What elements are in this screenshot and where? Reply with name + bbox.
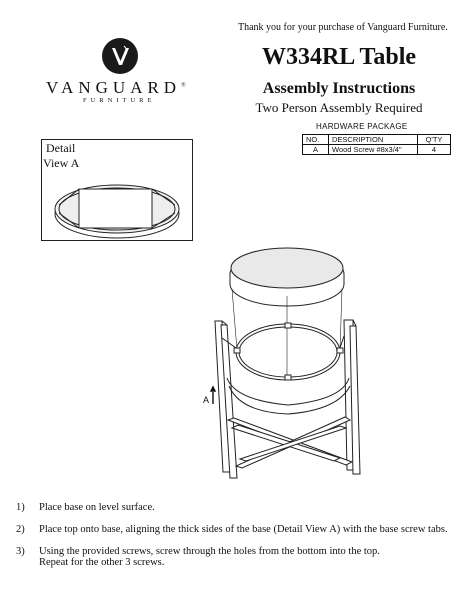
step-number: 3) <box>16 546 25 557</box>
step-2 <box>16 524 448 535</box>
detail-view-illustration <box>55 185 179 238</box>
page-title: W334RL Table <box>261 44 417 70</box>
detail-label-line2: View A <box>43 156 80 170</box>
brand-wordmark: VANGUARD <box>46 78 182 97</box>
cell-qty: 4 <box>418 145 451 155</box>
screw-callout-label: A <box>203 395 210 405</box>
cell-description: Wood Screw #8x3/4" <box>329 145 418 155</box>
col-no-header: NO. <box>303 135 329 145</box>
registered-mark: ® <box>181 82 186 89</box>
step-number: 1) <box>16 502 25 513</box>
step-3 <box>16 546 380 557</box>
step-number: 2) <box>16 524 25 535</box>
col-description-header: DESCRIPTION <box>329 135 418 145</box>
screw-callout-illustration <box>211 387 215 404</box>
detail-label-line1: Detail <box>46 141 76 155</box>
step-text: Place base on level surface. <box>39 502 155 513</box>
cell-no: A <box>303 145 329 155</box>
assembly-note: Two Person Assembly Required <box>255 100 423 115</box>
col-qty-header: Q'TY <box>418 135 451 145</box>
thank-you-note: Thank you for your purchase of Vanguard Furniture. <box>238 22 448 33</box>
step-text: Place top onto base, aligning the thick sides of the base (Detail View A) with the base screw tabs. <box>39 524 448 535</box>
page-subtitle: Assembly Instructions <box>262 80 416 97</box>
step-text: Using the provided screws, screw through the holes from the bottom into the top. <box>39 546 380 557</box>
step-3-continuation: Repeat for the other 3 screws. <box>39 557 165 568</box>
hardware-package-title: HARDWARE PACKAGE <box>316 122 408 131</box>
brand-subtitle: FURNITURE <box>83 97 156 104</box>
step-1 <box>16 502 155 513</box>
table-illustration <box>215 248 360 478</box>
